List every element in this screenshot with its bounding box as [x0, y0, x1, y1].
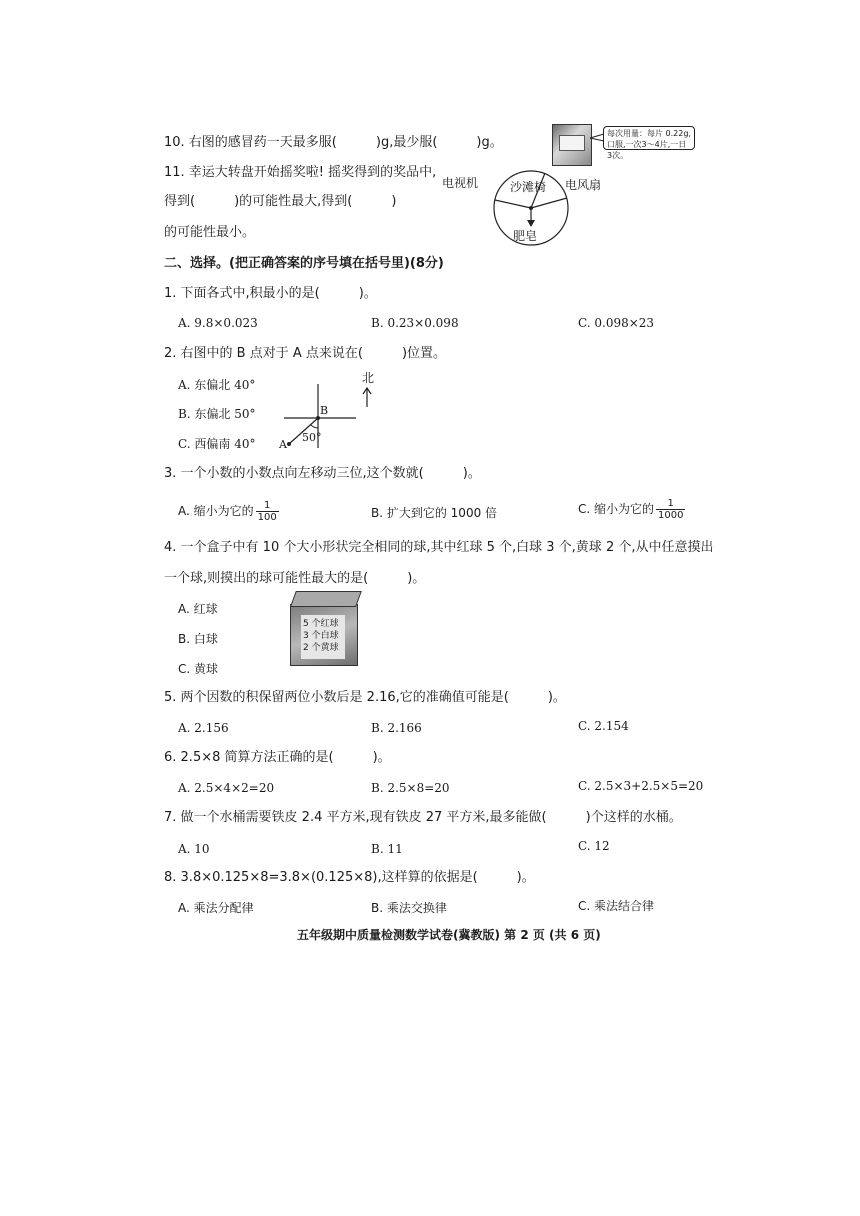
- q11-line2: 得到( )的可能性最大,得到( ): [164, 194, 397, 209]
- q4-stem-line1: 4. 一个盒子中有 10 个大小形状完全相同的球,其中红球 5 个,白球 3 个,黄球 2 个,从中任意摸出: [164, 540, 714, 555]
- box-label-yellow: 2 个黄球: [303, 643, 339, 653]
- q5-option-a: A. 2.156: [178, 721, 229, 735]
- ball-box-image: [290, 604, 358, 666]
- q2-option-a: A. 东偏北 40°: [178, 378, 256, 392]
- box-label-red: 5 个红球: [303, 619, 339, 629]
- wheel-label-chair: 沙滩椅: [510, 180, 547, 194]
- q3-stem: 3. 一个小数的小数点向左移动三位,这个数就( )。: [164, 466, 481, 481]
- wheel-label-soap: 肥皂: [513, 229, 538, 243]
- q4-option-c: C. 黄球: [178, 662, 219, 676]
- wheel-label-fan: 电风扇: [565, 178, 602, 192]
- north-arrow-icon: [362, 386, 372, 408]
- medicine-box-image: [552, 124, 592, 166]
- q7-option-b: B. 11: [371, 842, 403, 856]
- q3-option-c: [578, 498, 685, 521]
- q7-stem: 7. 做一个水桶需要铁皮 2.4 平方米,现有铁皮 27 平方米,最多能做( )个这样的水桶。: [164, 810, 682, 825]
- q8-option-a: A. 乘法分配律: [178, 901, 254, 915]
- q3-option-b: B. 扩大到它的 1000 倍: [371, 506, 498, 520]
- angle-label: 50°: [302, 431, 322, 444]
- q1-option-c: C. 0.098×23: [578, 316, 655, 330]
- q3-option-a-text: A. 缩小为它的: [178, 504, 254, 518]
- q2-option-c: C. 西偏南 40°: [178, 437, 256, 451]
- q6-option-b: B. 2.5×8=20: [371, 781, 450, 795]
- wheel-label-tv: 电视机: [442, 176, 479, 190]
- q3-option-c-text: C. 缩小为它的: [578, 502, 655, 516]
- page-footer: 五年级期中质量检测数学试卷(冀教版) 第 2 页 (共 6 页): [297, 928, 601, 942]
- q3-option-a: [178, 500, 279, 523]
- q1-option-b: B. 0.23×0.098: [371, 316, 459, 330]
- q5-stem: 5. 两个因数的积保留两位小数后是 2.16,它的准确值可能是( )。: [164, 690, 566, 705]
- q7-option-a: A. 10: [178, 842, 210, 856]
- q1-option-a: A. 9.8×0.023: [178, 316, 258, 330]
- q2-stem: 2. 右图中的 B 点对于 A 点来说在( )位置。: [164, 346, 447, 361]
- q3-option-c-fraction: $\frac{1}{1000}$: [658, 498, 684, 521]
- q1-stem: 1. 下面各式中,积最小的是( )。: [164, 286, 377, 301]
- q4-option-b: B. 白球: [178, 632, 218, 646]
- q5-option-c: C. 2.154: [578, 719, 629, 733]
- q7-option-c: C. 12: [578, 839, 610, 853]
- north-label: 北: [362, 371, 375, 385]
- q6-stem: 6. 2.5×8 简算方法正确的是( )。: [164, 750, 391, 765]
- point-a-label: A: [279, 438, 287, 451]
- q8-option-b: B. 乘法交换律: [371, 901, 447, 915]
- q6-option-c: C. 2.5×3+2.5×5=20: [578, 779, 704, 793]
- q8-option-c: C. 乘法结合律: [578, 899, 655, 913]
- q11-line3: 的可能性最小。: [164, 225, 256, 240]
- q4-stem-line2: 一个球,则摸出的球可能性最大的是( )。: [164, 571, 426, 586]
- q10-text: 10. 右图的感冒药一天最多服( )g,最少服( )g。: [164, 135, 503, 150]
- q3-option-a-fraction: $\frac{1}{100}$: [257, 500, 277, 523]
- section2-title: 二、选择。(把正确答案的序号填在括号里)(8分): [164, 256, 444, 271]
- q2-option-b: B. 东偏北 50°: [178, 407, 256, 421]
- q6-option-a: A. 2.5×4×2=20: [178, 781, 275, 795]
- q5-option-b: B. 2.166: [371, 721, 422, 735]
- q4-option-a: A. 红球: [178, 602, 218, 616]
- medicine-dosage-callout: 每次用量：每片 0.22g,口服,一次3～4片,一日3次。: [603, 126, 695, 150]
- q8-stem: 8. 3.8×0.125×8=3.8×(0.125×8),这样算的依据是( )。: [164, 870, 535, 885]
- point-b-label: B: [320, 404, 329, 417]
- q11-line1: 11. 幸运大转盘开始摇奖啦! 摇奖得到的奖品中,: [164, 165, 437, 180]
- box-label-white: 3 个白球: [303, 631, 339, 641]
